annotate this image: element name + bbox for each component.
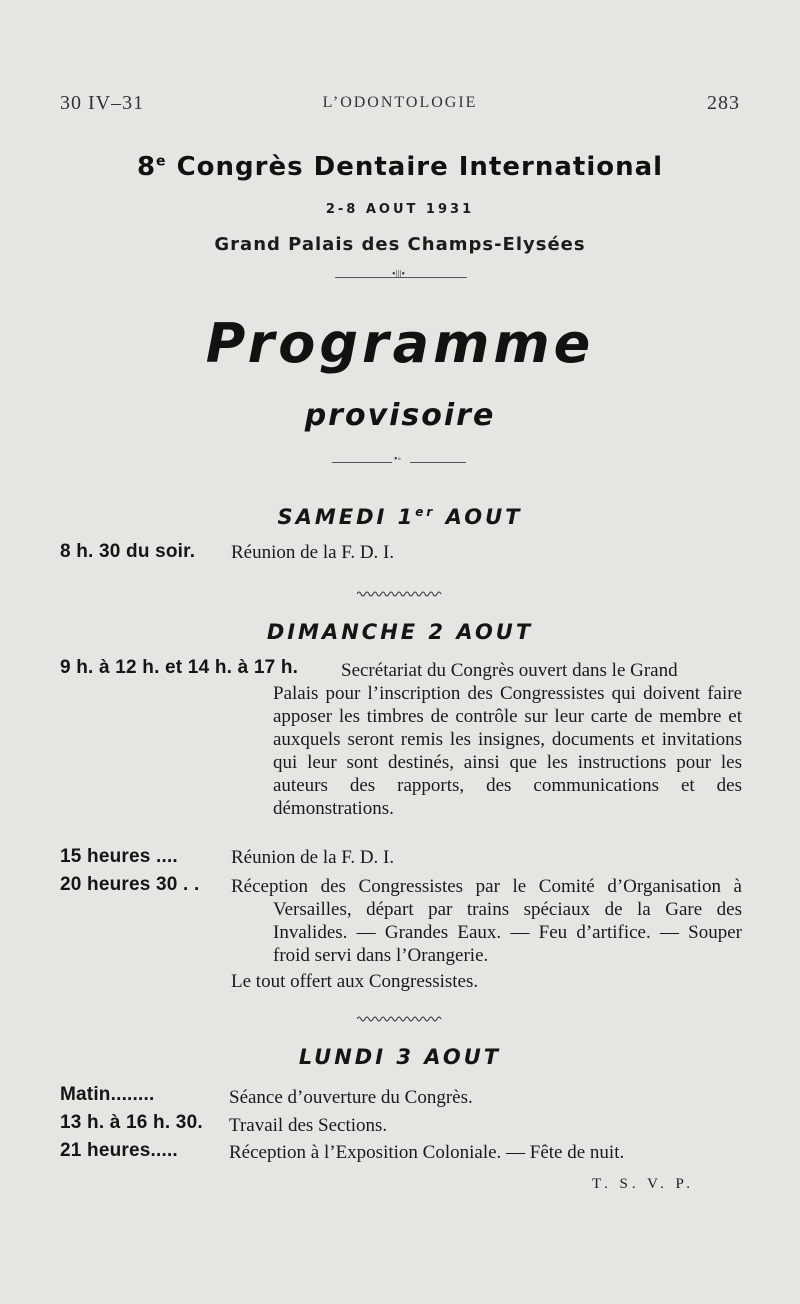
program-entry: Travail des Sections. [229,1115,388,1136]
ordinal-suffix: er [415,505,436,519]
wavy-divider-icon [357,590,443,598]
program-entry: Séance d’ouverture du Congrès. [229,1087,473,1108]
time-label: 8 h. 30 du soir. [60,541,196,562]
issue-date: 30 IV–31 [60,92,145,114]
program-entry-first-line: Secrétariat du Congrès ouvert dans le Grand [341,660,678,681]
programme-subtitle: provisoire [304,398,496,433]
running-head [60,92,740,116]
congress-number: 8 [136,152,157,182]
program-entry: Palais pour l’inscription des Congressistes qui doivent faire apposer les timbres de contrôle sur leur carte de membre et auxquels seront remis les insignes, documents et invitations qui leur sont destinés, ainsi que les instructions pour les auteurs des rapports, des communications et des démonstrations. [273,683,742,819]
congress-number-suffix: e [156,153,167,170]
time-label: 20 heures 30 . . [60,874,200,895]
programme-title: Programme [205,312,595,375]
time-label: 15 heures .... [60,846,178,867]
program-entry [231,875,742,967]
day-heading-dimanche: DIMANCHE 2 AOUT [266,620,534,644]
ornament-icon: •ǀǀǀ• [392,269,406,280]
day-heading-month: AOUT [445,505,523,529]
wavy-divider-icon [357,1015,443,1023]
divider-rule [410,462,466,463]
program-entry: Réception à l’Exposition Coloniale. — Fête de nuit. [229,1142,625,1163]
time-label: 9 h. à 12 h. et 14 h. à 17 h. [60,657,299,678]
congress-venue: Grand Palais des Champs-Elysées [214,234,586,255]
page-number: 283 [707,92,740,114]
program-note: Le tout offert aux Congressistes. [231,971,479,992]
journal-name: L’ODONTOLOGIE [322,94,478,111]
time-label: 21 heures..... [60,1140,178,1161]
time-label: 13 h. à 16 h. 30. [60,1112,203,1133]
time-label: Matin........ [60,1084,155,1105]
congress-title-text: Congrès Dentaire International [176,152,664,182]
divider-rule [332,462,392,463]
program-entry: Réunion de la F. D. I. [231,847,395,868]
day-heading-lundi: LUNDI 3 AOUT [298,1045,502,1069]
congress-title [0,152,800,182]
tsvp-note: T. S. V. P. [592,1176,694,1192]
congress-dates: 2-8 AOUT 1931 [325,202,475,217]
day-heading-text: SAMEDI 1 [277,505,416,529]
day-heading-samedi [0,505,800,529]
ornament-icon: •◦ [394,454,402,465]
entry-text: Réception des Congressistes par le Comité d’Organisation à Versailles, départ par trains spéciaux de la Gare des Invalides. — Grandes Eaux. — Feu d’artifice. — Souper froid servi dans l’Orangerie. [231,876,742,966]
program-entry: Réunion de la F. D. I. [231,542,395,563]
